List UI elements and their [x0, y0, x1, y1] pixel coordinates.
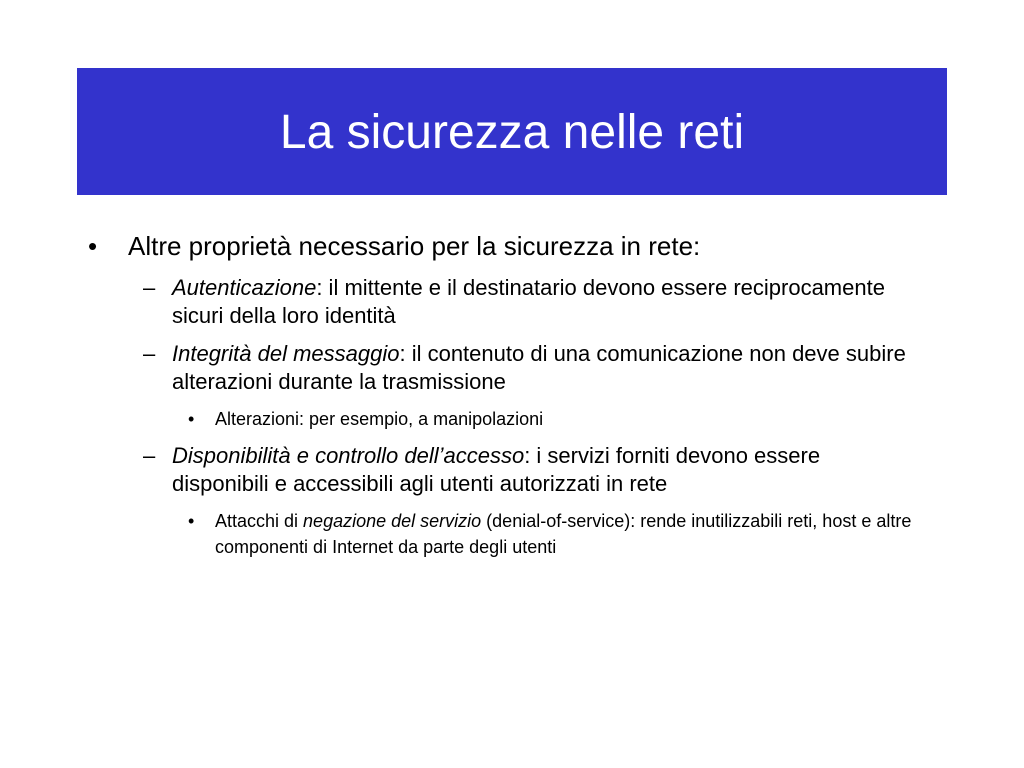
bullet-text: (denial-of-service): rende inutilizzabili reti, host e altre componenti di Internet da parte degli utenti — [215, 511, 912, 557]
bullet-autenticazione — [88, 274, 912, 330]
bullet-alterazioni — [88, 406, 935, 432]
dash-marker: – — [143, 341, 156, 366]
bullet-attacchi-dos — [88, 508, 935, 560]
bullet-text: : il mittente e il destinatario devono essere reciprocamente sicuri della loro identità — [172, 275, 885, 328]
bullet-text: : il contenuto di una comunicazione non deve subire alterazioni durante la trasmissione — [172, 341, 906, 394]
bullet-text: Alterazioni: per esempio, a manipolazioni — [215, 409, 544, 429]
bullet-disponibilita — [88, 442, 912, 498]
bullet-marker: • — [188, 511, 195, 531]
slide-title-bar — [77, 68, 947, 195]
bullet-term: Disponibilità e controllo dell’accesso — [172, 443, 525, 468]
bullet-level1 — [88, 230, 948, 262]
slide-title: La sicurezza nelle reti — [279, 105, 745, 159]
bullet-text: Altre proprietà necessario per la sicurezza in rete: — [128, 231, 701, 261]
dash-marker: – — [143, 443, 156, 468]
slide-content — [88, 230, 948, 570]
bullet-term: Autenticazione — [172, 275, 317, 300]
bullet-text-pre: Attacchi di — [215, 511, 304, 531]
bullet-marker: • — [188, 409, 195, 429]
bullet-term: Integrità del messaggio — [172, 341, 400, 366]
bullet-term: negazione del servizio — [303, 511, 482, 531]
bullet-integrita — [88, 340, 912, 396]
bullet-marker: • — [88, 231, 98, 261]
dash-marker: – — [143, 275, 156, 300]
bullet-text: : i servizi forniti devono essere disponibili e accessibili agli utenti autorizzati in rete — [172, 443, 821, 496]
